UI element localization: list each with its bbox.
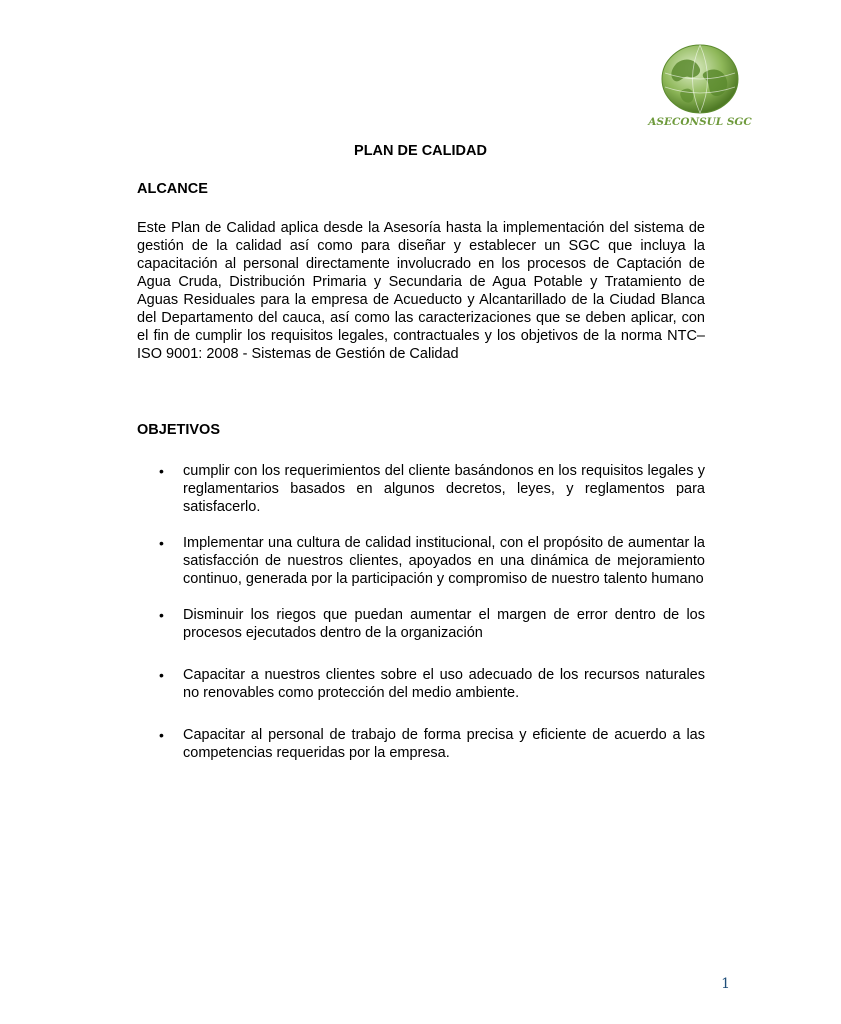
section-heading-objectives: OBJETIVOS <box>137 422 220 438</box>
globe-logo-icon <box>648 43 752 131</box>
list-item-text: Capacitar al personal de trabajo de forma precisa y eficiente de acuerdo a las competencias requeridas por la empresa. <box>183 727 705 761</box>
bullet-icon: • <box>159 607 164 623</box>
page-title: PLAN DE CALIDAD <box>354 143 487 159</box>
section-heading-scope: ALCANCE <box>137 181 208 197</box>
objectives-list <box>137 462 705 762</box>
list-item-text: cumplir con los requerimientos del cliente basándonos en los requisitos legales y reglamentarios basados en algunos decretos, leyes, y reglamentos para satisfacerlo. <box>183 463 705 515</box>
list-item <box>137 666 705 702</box>
list-item-text: Disminuir los riegos que puedan aumentar el margen de error dentro de los procesos ejecutados dentro de la organización <box>183 607 705 641</box>
list-item-text: Implementar una cultura de calidad institucional, con el propósito de aumentar la satisfacción de nuestros clientes, apoyados en una dinámica de mejoramiento continuo, generada por la participación y compromiso de nuestro talento humano <box>183 535 705 587</box>
list-item-text: Capacitar a nuestros clientes sobre el uso adecuado de los recursos naturales no renovables como protección del medio ambiente. <box>183 667 705 701</box>
list-item <box>137 534 705 588</box>
bullet-icon: • <box>159 535 164 551</box>
company-logo <box>648 43 752 131</box>
logo-text: ASECONSUL SGC <box>648 116 752 128</box>
page-number: 1 <box>721 976 730 992</box>
scope-paragraph: Este Plan de Calidad aplica desde la Asesoría hasta la implementación del sistema de gestión de la calidad así como para diseñar y establecer un SGC que incluya la capacitación al personal directamente involucrado en los procesos de Captación de Agua Cruda, Distribución Primaria y Secundaria de Agua Potable y Tratamiento de Aguas Residuales para la empresa de Acueducto y Alcantarillado de la Ciudad Blanca del Departamento del cauca, así como las caracterizaciones que se deben aplicar, con el fin de cumplir los requisitos legales, contractuales y los objetivos de la norma NTC–ISO 9001: 2008 - Sistemas de Gestión de Calidad <box>137 220 705 362</box>
list-item <box>137 726 705 762</box>
list-item <box>137 606 705 642</box>
bullet-icon: • <box>159 727 164 743</box>
bullet-icon: • <box>159 463 164 479</box>
bullet-icon: • <box>159 667 164 683</box>
list-item <box>137 462 705 516</box>
